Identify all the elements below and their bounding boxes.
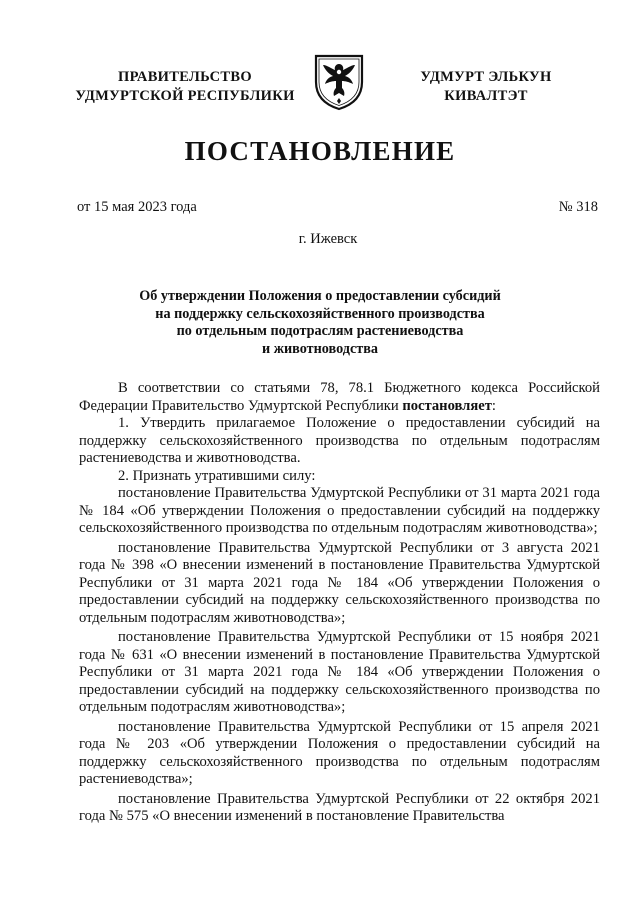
header-left-line1: ПРАВИТЕЛЬСТВО bbox=[118, 69, 252, 85]
document-city: г. Ижевск bbox=[298, 231, 358, 247]
header-right-org bbox=[404, 68, 568, 106]
document-body bbox=[79, 380, 600, 826]
body-paragraph-6: постановление Правительства Удмуртской Республики от 15 апреля 2021 года № 203 «Об утверждении Положения о предоставлении субсидий на поддержку сельскохозяйственного производства по отдельным подотраслям растениеводства»; bbox=[79, 718, 600, 787]
body-paragraph-1: 1. Утвердить прилагаемое Положение о предоставлении субсидий на поддержку сельскохозяйственного производства по отдельным подотраслям растениеводства и животноводства. bbox=[79, 415, 600, 466]
header-left-org bbox=[66, 68, 304, 106]
intro-keyword: постановляет bbox=[402, 397, 492, 414]
document-type-heading: ПОСТАНОВЛЕНИЕ bbox=[184, 136, 456, 166]
title-line: на поддержку сельскохозяйственного производства bbox=[155, 305, 485, 322]
title-line: и животноводства bbox=[262, 340, 378, 357]
body-paragraph-4: постановление Правительства Удмуртской Республики от 3 августа 2021 года № 398 «О внесении изменений в постановление Правительства Удмуртской Республики от 31 марта 2021 года № 184 «Об утверждении Положения о предоставлении субсидий на поддержку сельскохозяйственного производства по отдельным подотраслям животноводства»; bbox=[79, 539, 600, 626]
title-line: по отдельным подотраслям растениеводства bbox=[176, 323, 464, 339]
header-right-line2: КИВАЛТЭТ bbox=[444, 88, 528, 104]
intro-text: В соответствии со статьями 78, 78.1 Бюджетного кодекса Российской Федерации Правительство Удмуртской Республики bbox=[79, 380, 600, 414]
header-left-line2: УДМУРТСКОЙ РЕСПУБЛИКИ bbox=[75, 88, 295, 104]
title-line: Об утверждении Положения о предоставлении субсидий bbox=[139, 288, 501, 304]
body-paragraph-5: постановление Правительства Удмуртской Республики от 15 ноября 2021 года № 631 «О внесении изменений в постановление Правительства Удмуртской Республики от 31 марта 2021 года № 184 «Об утверждении Положения о предоставлении субсидий на поддержку сельскохозяйственного производства по отдельным подотраслям животноводства»; bbox=[79, 629, 600, 715]
body-paragraph-2: 2. Признать утратившими силу: bbox=[118, 467, 316, 484]
udmurt-coat-of-arms-icon bbox=[312, 52, 366, 112]
header-right-line1: УДМУРТ ЭЛЬКУН bbox=[420, 69, 552, 85]
document-number: № 318 bbox=[558, 199, 598, 215]
intro-paragraph bbox=[79, 380, 600, 415]
body-paragraph-7: постановление Правительства Удмуртской Республики от 22 октября 2021 года № 575 «О внесении изменений в постановление Правительства bbox=[79, 790, 600, 824]
intro-colon: : bbox=[491, 397, 496, 414]
document-title bbox=[80, 288, 560, 358]
body-paragraph-3: постановление Правительства Удмуртской Республики от 31 марта 2021 года № 184 «Об утверждении Положения о предоставлении субсидий на поддержку сельскохозяйственного производства по отдельным подотраслям животноводства»; bbox=[79, 485, 600, 536]
document-date: от 15 мая 2023 года bbox=[77, 199, 197, 215]
